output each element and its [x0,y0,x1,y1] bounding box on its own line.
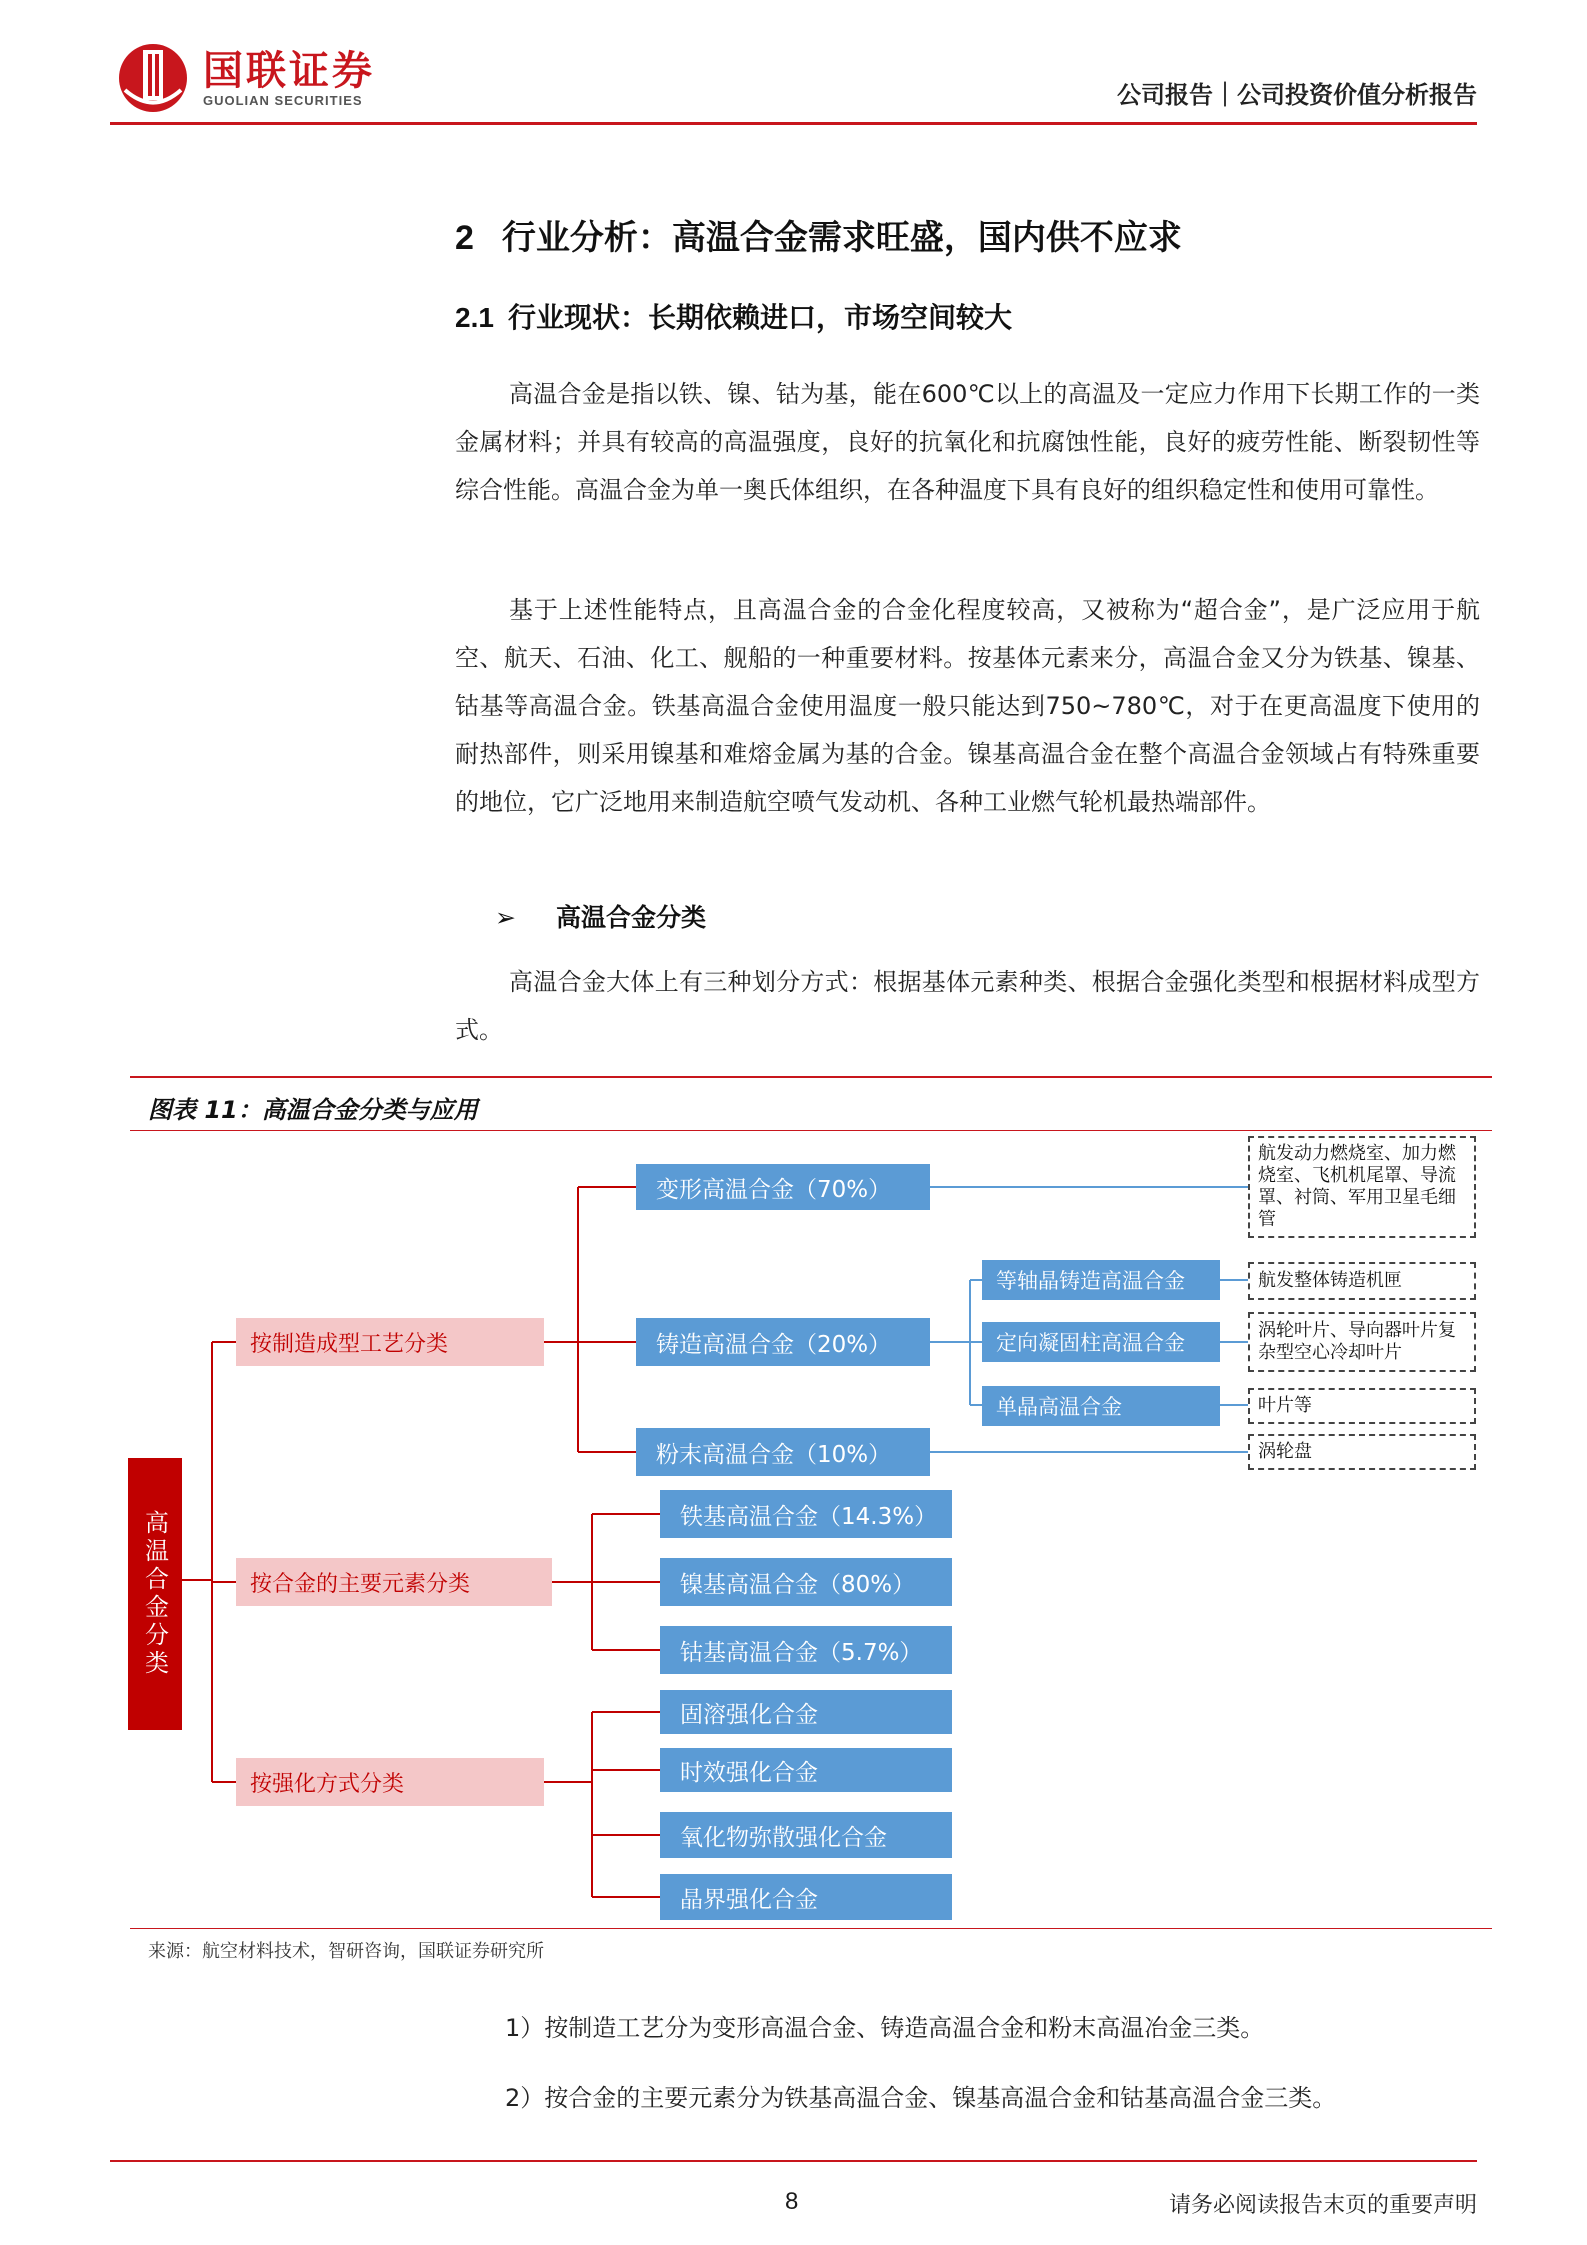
bullet-heading [495,898,706,934]
figure-source: 来源：航空材料技术，智研咨询，国联证券研究所 [148,1941,544,1962]
process-wrought: 变形高温合金（70%） [636,1164,930,1210]
application-directional: 涡轮叶片、导向器叶片复杂型空心冷却叶片 [1248,1312,1476,1372]
cast-equiaxed: 等轴晶铸造高温合金 [982,1260,1220,1300]
bullet-text: 高温合金分类 [555,903,706,932]
process-powder: 粉末高温合金（10%） [636,1428,930,1476]
paragraph-3: 高温合金大体上有三种划分方式：根据基体元素种类、根据合金强化类型和根据材料成型方式。 [455,968,1480,1044]
strength-oxide-dispersion: 氧化物弥散强化合金 [660,1812,952,1858]
group-strengthening: 按强化方式分类 [236,1758,544,1806]
element-cobalt: 钴基高温合金（5.7%） [660,1626,952,1674]
logo-english-text: GUOLIAN SECURITIES [203,92,363,108]
subsection-heading [455,296,1012,336]
application-wrought: 航发动力燃烧室、加力燃烧室、飞机机尾罩、导流罩、衬筒、军用卫星毛细管 [1248,1136,1476,1238]
figure-title-rule [130,1130,1492,1131]
page-number: 8 [785,2188,799,2215]
process-cast: 铸造高温合金（20%） [636,1318,930,1366]
subsection-title: 行业现状：长期依赖进口，市场空间较大 [507,301,1012,334]
list-item-2: 2）按合金的主要元素分为铁基高温合金、镍基高温合金和钴基高温合金三类。 [505,2084,1337,2112]
paragraph-2: 基于上述性能特点，且高温合金的合金化程度较高，又被称为“超合金”，是广泛应用于航空、航天、石油、化工、舰船的一种重要材料。按基体元素来分，高温合金又分为铁基、镍基、钴基等高温合金。铁基高温合金使用温度一般只能达到750~780℃，对于在更高温度下使用的耐热部件，则采用镍基和难熔金属为基的合金。镍基高温合金在整个高温合金领域占有特殊重要的地位，它广泛地用来制造航空喷气发动机、各种工业燃气轮机最热端部件。 [455,596,1480,816]
figure-top-rule [130,1076,1492,1078]
cast-single-crystal: 单晶高温合金 [982,1386,1220,1426]
group-element: 按合金的主要元素分类 [236,1558,552,1606]
list-item-1: 1）按制造工艺分为变形高温合金、铸造高温合金和粉末高温冶金三类。 [505,2014,1265,2042]
paragraph-1: 高温合金是指以铁、镍、钴为基，能在600℃以上的高温及一定应力作用下长期工作的一类金属材料；并具有较高的高温强度，良好的抗氧化和抗腐蚀性能，良好的疲劳性能、断裂韧性等综合性能。高温合金为单一奥氏体组织，在各种温度下具有良好的组织稳定性和使用可靠性。 [455,380,1480,504]
logo-chinese-text: 国联证券 [203,47,375,94]
strength-grain-boundary: 晶界强化合金 [660,1874,952,1920]
section-number: 2 [455,219,474,257]
arrow-icon: ➢ [495,903,516,932]
subsection-number: 2.1 [455,302,494,333]
group-process: 按制造成型工艺分类 [236,1318,544,1366]
guolian-logo [115,38,375,118]
strength-solid-solution: 固溶强化合金 [660,1690,952,1734]
cast-directional: 定向凝固柱高温合金 [982,1322,1220,1362]
element-nickel: 镍基高温合金（80%） [660,1558,952,1606]
application-equiaxed: 航发整体铸造机匣 [1248,1262,1476,1300]
application-single-crystal: 叶片等 [1248,1388,1476,1424]
tree-root: 高温合金分类 [128,1458,182,1730]
guolian-logo-icon [115,40,191,116]
figure-title: 图表 11：高温合金分类与应用 [148,1096,478,1124]
footer-divider [110,2160,1477,2162]
header-divider [110,122,1477,125]
section-title: 行业分析：高温合金需求旺盛，国内供不应求 [501,218,1182,258]
figure-bottom-rule [130,1928,1492,1929]
footer-disclaimer: 请务必阅读报告末页的重要声明 [1168,2193,1477,2218]
strength-aging: 时效强化合金 [660,1748,952,1792]
section-heading [455,210,1182,259]
report-type: 公司报告｜公司投资价值分析报告 [1117,81,1477,109]
application-powder: 涡轮盘 [1248,1434,1476,1470]
element-iron: 铁基高温合金（14.3%） [660,1490,952,1538]
